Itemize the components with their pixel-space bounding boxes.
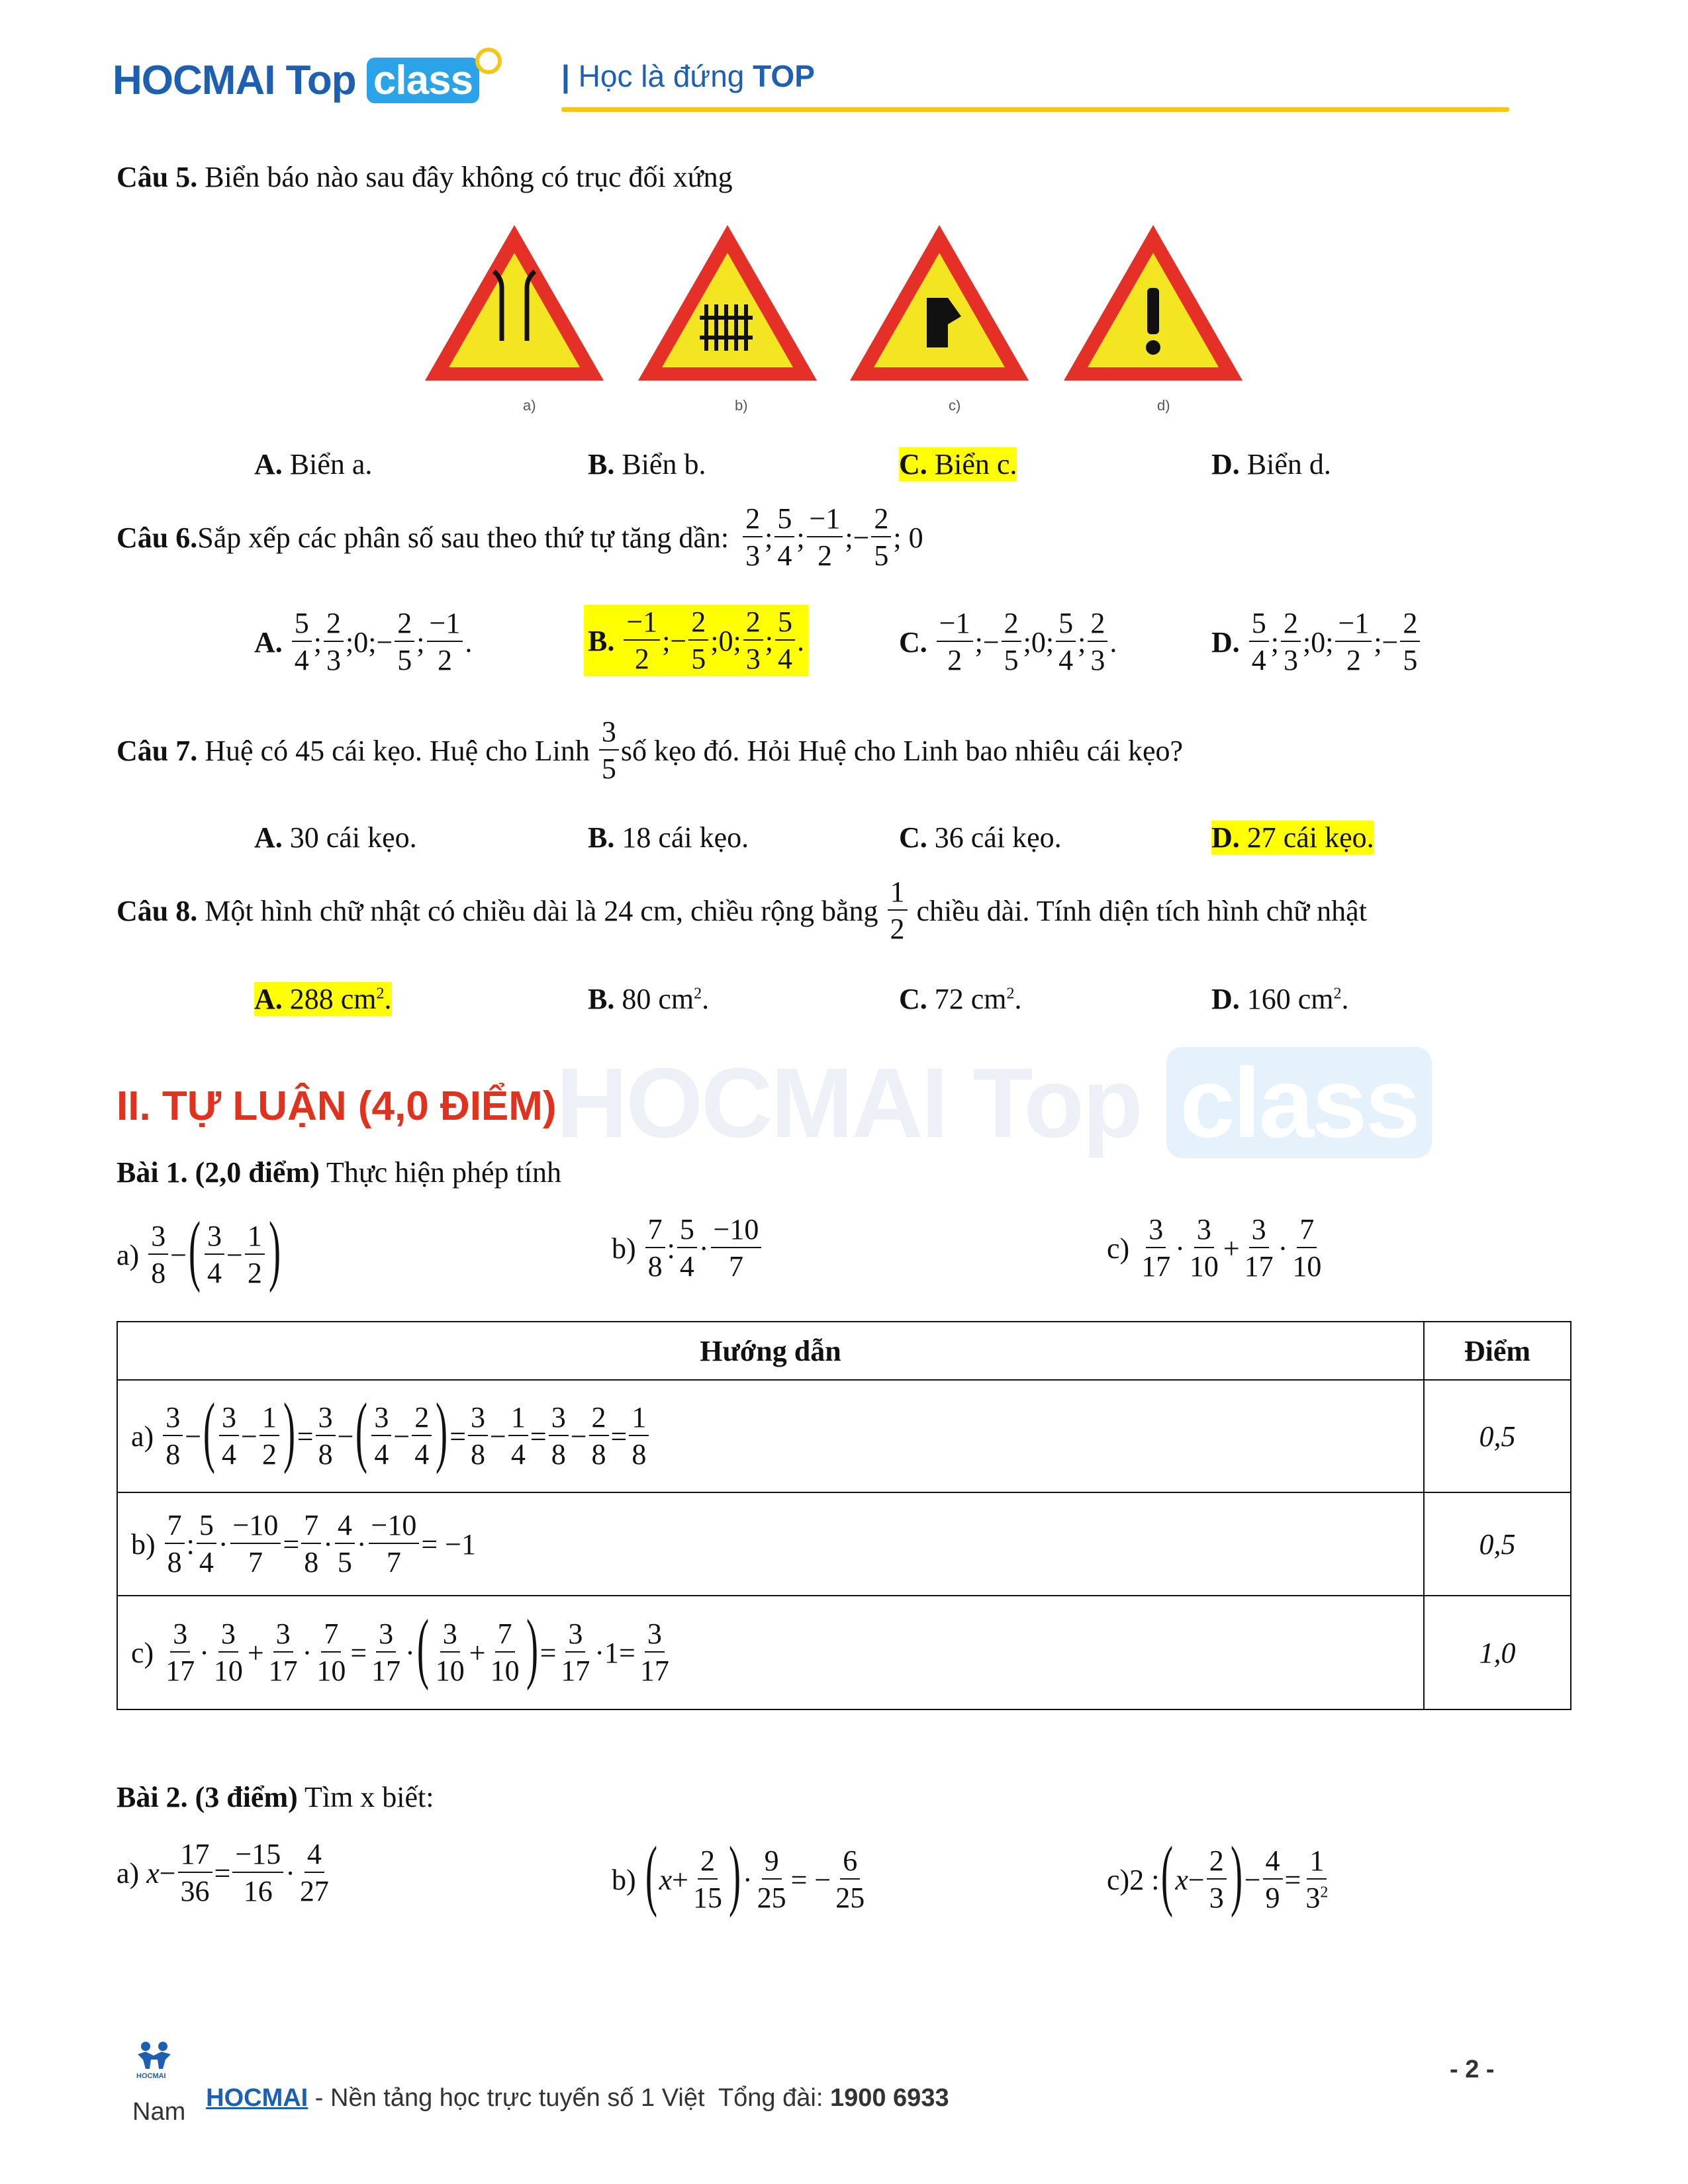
table-header-score: Điểm [1424,1322,1571,1380]
option-text: Biển a. [282,448,373,480]
q6-frac-3: −1 2 [807,504,843,570]
option-letter: C. [899,448,927,480]
q5-option-b[interactable] [588,447,706,481]
bai2-a: a) x − 17 36 = −15 16 · 4 27 [117,1838,329,1907]
q6-option-b[interactable]: B. −1 2 ;− 2 5 ; 0 ; 2 3 ; 5 4 . [584,605,808,676]
header-slogan [561,58,815,94]
solution-c: c) 3 17 · 3 10 + 3 17 · 7 10 = 3 17 · ( 3 10 + 7 10 ) = 3 17 ·1= 3 17 [131,1603,669,1691]
sign-d-icon [1064,225,1243,381]
table-header-guide: Hướng dẫn [117,1322,1424,1380]
q7-option-c[interactable]: C. 36 cái kẹo. [899,821,1062,854]
sign-label-a: a) [523,397,536,414]
sign-c-icon [850,225,1029,381]
q5-option-d[interactable] [1211,447,1331,481]
slogan-text: Học là đứng [578,59,753,93]
score-a: 0,5 [1424,1380,1571,1492]
q7-option-b[interactable]: B. 18 cái kẹo. [588,821,749,854]
option-letter: A. [254,625,283,659]
option-letter: D. [1211,625,1240,659]
q8-option-a[interactable]: A. 288 $cm^2$. [254,983,392,1015]
svg-text:HOCMAI: HOCMAI [136,2072,166,2080]
sign-label-c: c) [949,397,961,414]
page-number: - 2 - [1450,2056,1495,2083]
q6-text: Sắp xếp các phân số sau theo thứ tự tăng dần: [197,521,729,554]
section-title: II. TỰ LUẬN (4,0 ĐIỂM) [117,1083,557,1129]
q6-option-d[interactable]: D. 5 4 ; 2 3 ; 0 ; −1 2 ;− 2 5 [1211,609,1422,675]
q5-question [117,159,733,196]
q6-label: Câu 6. [117,521,198,554]
option-letter: D. [1211,448,1240,480]
slogan-bar: | [561,59,570,93]
option-letter: A. [254,448,283,480]
bai1-b: b) 7 8 : 5 4 · −10 7 [612,1215,763,1281]
score-c: 1,0 [1424,1596,1571,1709]
q8-option-d[interactable]: D. 160 $cm^2$. [1211,983,1349,1015]
bai2-c: c) 2 : ( x − 2 3 ) − 4 9 = 1 $3^2$ [1107,1830,1329,1918]
footer-text [192,2056,949,2113]
option-text: Biển b. [614,448,706,480]
q7-option-d[interactable]: D. 27 cái kẹo. [1211,821,1374,854]
table-row [117,1596,1571,1709]
header-logo [113,57,479,104]
q5-option-c[interactable] [899,447,1017,481]
q6-option-a[interactable]: A. 5 4 ; 2 3 ; 0 ;− 2 5 ; −1 2 . [254,607,473,676]
solution-b: b) 7 8 : 5 4 · −10 7 = 7 8 · 4 5 · −10 7 = −1 [131,1509,476,1578]
q8-label: Câu 8. [117,894,198,927]
table-row [117,1492,1571,1596]
footer-brand-link[interactable]: HOCMAI [206,2084,308,2112]
q6-question: Câu 6. Sắp xếp các phân số sau theo thứ tự tăng dần: 2 3 ; 5 4 ; −1 2 ;− 2 5 ; 0 [117,502,923,572]
q5-label: Câu 5. [117,161,198,193]
q7-option-a[interactable]: A. 30 cái kẹo. [254,821,417,854]
bai1-question: Bài 1. (2,0 điểm) Thực hiện phép tính [117,1156,561,1189]
bai1-a: a) 3 8 − ( 3 4 − 1 2 ) [117,1205,281,1293]
sign-label-b: b) [735,397,748,414]
q7-text2: số kẹo đó. Hỏi Huệ cho Linh bao nhiêu cái kẹo? [620,734,1184,767]
logo-class: class [367,58,479,103]
option-text: Biển d. [1239,448,1331,480]
footer-wrap: Nam [132,2098,186,2126]
score-b: 0,5 [1424,1492,1571,1596]
q8-option-b[interactable]: B. 80 $cm^2$. [588,983,710,1015]
q6-zero: 0 [908,521,923,554]
sign-b-icon [638,225,817,381]
table-row [117,1380,1571,1492]
q6-frac-1: 2 3 [743,504,763,570]
option-text: Biển c. [927,448,1017,480]
q7-label: Câu 7. [117,734,198,767]
footer-logo-icon [132,2040,176,2081]
bai1-c: c) 3 17 · 3 10 + 3 17 · 7 10 [1107,1213,1322,1283]
option-letter: B. [588,448,615,480]
q5-option-a[interactable] [254,447,372,481]
q7-frac: 3 5 [599,717,619,784]
sign-a-icon [425,225,604,381]
watermark-logo: HOCMAI Top class [556,1046,1432,1160]
slogan-top: TOP [753,59,815,93]
q5-text: Biển báo nào sau đây không có trục đối xứng [197,161,733,193]
q7-question [117,717,1183,784]
header-rule [561,107,1509,112]
logo-hocmai: HOCMAI [113,58,275,103]
q8-frac: 1 2 [888,878,908,944]
q8-question [117,878,1367,944]
traffic-signs [424,218,1251,424]
q8-option-c[interactable]: C. 72 $cm^2$. [899,983,1022,1015]
logo-sun-icon [475,48,502,74]
option-letter: B. [588,624,615,657]
sign-label-d: d) [1157,397,1170,414]
q8-text1: Một hình chữ nhật có chiều dài là 24 cm, chiều rộng bằng [197,894,886,927]
q8-text2: chiều dài. Tính diện tích hình chữ nhật [909,894,1367,927]
bai2-question: Bài 2. (3 điểm) Tìm x biết: [117,1781,434,1813]
solution-a: a) 3 8 − ( 3 4 − 1 2 ) = 3 8 − ( 3 4 − 2 4 ) = 3 8 − 1 4 = 3 8 − 2 8 = 1 8 [131,1396,1423,1476]
option-letter: C. [899,625,927,659]
q6-option-c[interactable]: C. −1 2 ;− 2 5 ; 0 ; 5 4 ; 2 3 . [899,607,1117,676]
q6-frac-4: 2 5 [871,504,891,570]
q6-frac-2: 5 4 [774,504,794,570]
bai2-b: b) ( x + 2 15 ) · 9 25 = − 6 25 [612,1830,865,1918]
footer-phone: 1900 6933 [829,2084,949,2112]
logo-top: Top [285,58,356,103]
q7-text1: Huệ có 45 cái kẹo. Huệ cho Linh [197,734,597,767]
footer-desc: - Nền tảng học trực tuyến số 1 Việt Tổng đài: [308,2084,830,2112]
solution-table [117,1321,1571,1710]
